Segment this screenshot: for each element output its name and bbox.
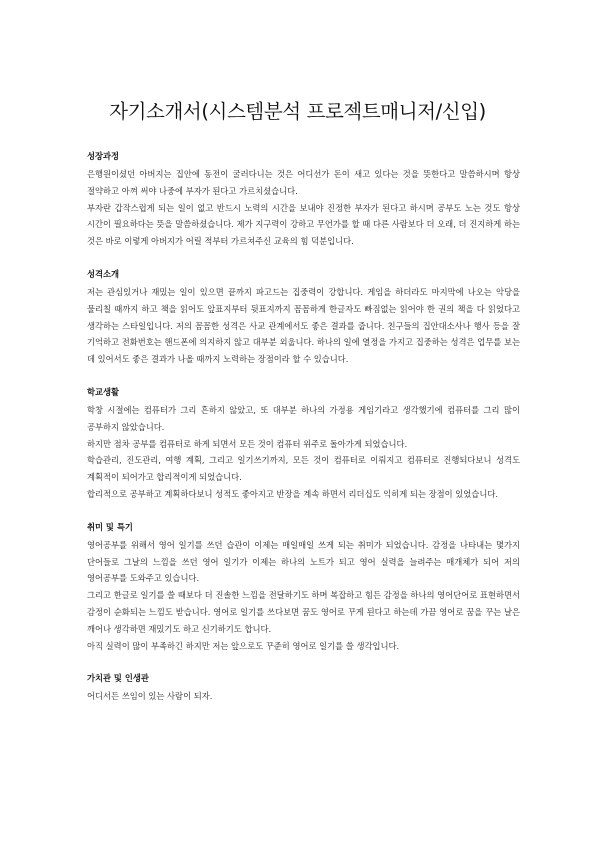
paragraph: 하지만 점차 공부를 컴퓨터로 하게 되면서 모든 것이 컴퓨터 위주로 돌아가게 되었습니다. [87,438,408,449]
section-heading: 가치관 및 인생관 [87,673,149,684]
section-personality [87,268,520,368]
section-hobbies [87,521,520,655]
paragraph: 영어공부를 위해서 영어 일기를 쓰던 습관이 이제는 매일매일 쓰게 되는 취미가 되었습니다. 감정을 나타내는 몇가지 단어들로 그날의 느낌을 쓰던 영어 일기가 이제는 하나의 노트가 되고 영어 실력을 늘려주는 매개체가 되어 저의 영어공부를 도와주고 있습니다. [87,539,520,584]
section-heading: 취미 및 특기 [87,521,133,532]
paragraph: 은행원이셨던 아버지는 집안에 동전이 굴러다니는 것은 어디선가 돈이 새고 있다는 것을 뜻한다고 말씀하시며 항상 절약하고 아껴 써야 나중에 부자가 된다고 가르치셨습니다. [87,169,520,196]
paragraph: 어디서든 쓰임이 있는 사람이 되자. [87,691,213,702]
section-heading: 성격소개 [87,268,120,279]
document-title: 자기소개서(시스템분석 프로젝트매니저/신입) [109,100,486,123]
paragraph: 아직 실력이 많이 부족하긴 하지만 저는 앞으로도 꾸준히 영어로 일기를 쓸 생각입니다. [87,640,400,651]
paragraph: 학습관리, 진도관리, 여행 계획, 그리고 일기쓰기까지, 모든 것이 컴퓨터로 이뤄지고 컴퓨터로 진행되다보니 성격도 계획적이 되어가고 합리적이게 되었습니다. [87,455,520,483]
section-heading: 학교생활 [87,386,120,397]
section-values [87,672,520,705]
section-school-life [87,386,520,503]
paragraph: 학창 시절에는 컴퓨터가 그리 흔하지 않았고, 또 대부분 하나의 가정용 게임기라고 생각했기에 컴퓨터를 그리 많이 공부하지 않았습니다. [87,404,520,432]
section-heading: 성장과정 [87,151,120,161]
paragraph: 저는 관심있거나 재밌는 일이 있으면 끝까지 파고드는 집중력이 강합니다. 게임을 하더라도 마지막에 나오는 악당을 물리칠 때까지 하고 책을 읽어도 앞표지부터 뒷표지까지 꼼꼼하게 한글자도 빠짐없는 읽어야 한 권의 책을 다 읽었다고 생각하는 스타일입니다. 저의 꼼꼼한 성격은 사교 관계에서도 좋은 결과를 줍니다. 친구들의 집안대소사나 행사 등을 잘 기억하고 전화번호는 핸드폰에 의지하지 않고 대부분 외웁니다. 하나의 일에 열정을 가지고 집중하는 성격은 업무를 보는 데 있어서도 좋은 결과가 나올 때까지 노력하는 장점이라 할 수 있습니다. [87,286,520,365]
paragraph: 부자란 갑작스럽게 되는 일이 없고 반드시 노력의 시간을 보내야 진정한 부자가 된다고 하시며 공부도 노는 것도 항상 시간이 필요하다는 뜻을 말씀하셨습니다. 제가 지구력이 강하고 무언가를 할 때 다른 사람보다 더 오래, 더 진지하게 하는 것은 바로 이렇게 아버지가 어릴 적부터 가르쳐주신 교육의 힘 덕분입니다. [87,202,520,247]
paragraph: 합리적으로 공부하고 계획하다보니 성적도 좋아지고 반장을 계속 하면서 리더십도 익히게 되는 장점이 있었습니다. [87,488,498,499]
sections-container [87,150,520,723]
section-growth [87,150,520,250]
paragraph: 그리고 한글로 일기를 쓸 때보다 더 진솔한 느낌을 전달하기도 하며 복잡하고 힘든 감정을 하나의 영어단어로 표현하면서 감정이 순화되는 느낌도 받습니다. 영어로 일기를 쓰다보면 꿈도 영어로 꾸게 된다고 하는데 가끔 영어로 꿈을 꾸는 날은 깨어나 생각하면 재밌기도 하고 신기하기도 합니다. [87,590,520,634]
